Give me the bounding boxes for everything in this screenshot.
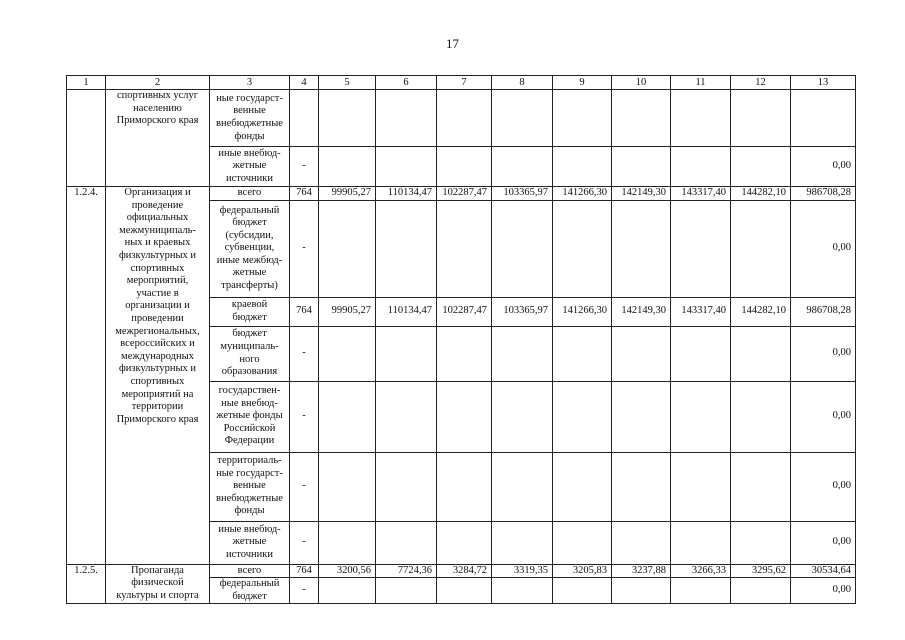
total-cell (791, 90, 856, 147)
agency-code: 764 (290, 564, 319, 578)
value-cell (671, 200, 731, 297)
value-cell (671, 381, 731, 452)
value-cell: 110134,47 (376, 187, 437, 201)
value-cell (437, 90, 492, 147)
value-cell (612, 578, 671, 604)
agency-code: 764 (290, 297, 319, 326)
value-cell (731, 200, 791, 297)
value-cell (376, 381, 437, 452)
value-cell (553, 326, 612, 381)
value-cell (376, 326, 437, 381)
value-cell (492, 90, 553, 147)
funding-source: ные государст- венные внебюджетные фонды (210, 90, 290, 147)
value-cell: 141266,30 (553, 187, 612, 201)
value-cell: 143317,40 (671, 187, 731, 201)
column-number: 4 (290, 76, 319, 90)
value-cell (492, 147, 553, 187)
funding-source: государствен- ные внебюд- жетные фонды Российской Федерации (210, 381, 290, 452)
value-cell: 141266,30 (553, 297, 612, 326)
value-cell: 103365,97 (492, 297, 553, 326)
funding-source: иные внебюд- жетные источники (210, 521, 290, 564)
value-cell (319, 381, 376, 452)
agency-code: - (290, 326, 319, 381)
column-number: 3 (210, 76, 290, 90)
value-cell (437, 521, 492, 564)
value-cell (437, 200, 492, 297)
column-number: 7 (437, 76, 492, 90)
value-cell: 3295,62 (731, 564, 791, 578)
value-cell (731, 578, 791, 604)
value-cell (437, 381, 492, 452)
activity-description: спортивных услуг населению Приморского края (106, 90, 210, 187)
agency-code: - (290, 521, 319, 564)
value-cell: 7724,36 (376, 564, 437, 578)
column-number: 10 (612, 76, 671, 90)
value-cell (437, 326, 492, 381)
agency-code: - (290, 578, 319, 604)
value-cell (376, 147, 437, 187)
value-cell (612, 381, 671, 452)
table-row (67, 564, 856, 578)
column-number: 5 (319, 76, 376, 90)
value-cell (553, 200, 612, 297)
value-cell (437, 578, 492, 604)
value-cell (671, 452, 731, 521)
total-cell: 0,00 (791, 452, 856, 521)
activity-description: Пропаганда физической культуры и спорта (106, 564, 210, 604)
value-cell: 142149,30 (612, 297, 671, 326)
total-cell: 0,00 (791, 200, 856, 297)
funding-source: территориаль- ные государст- венные внебюджетные фонды (210, 452, 290, 521)
value-cell (731, 326, 791, 381)
value-cell: 143317,40 (671, 297, 731, 326)
value-cell: 3200,56 (319, 564, 376, 578)
value-cell (671, 90, 731, 147)
value-cell: 102287,47 (437, 297, 492, 326)
value-cell: 110134,47 (376, 297, 437, 326)
activity-description: Организация и проведение официальных межмуниципаль- ных и краевых физкультурных и спортивных мероприятий, участие в организации и проведении межрегиональных, всероссийских и международных физкультурных и спортивных мероприятий на территории Приморского края (106, 187, 210, 565)
value-cell (671, 326, 731, 381)
funding-source: бюджет муниципаль- ного образования (210, 326, 290, 381)
table-row (67, 187, 856, 201)
value-cell: 3284,72 (437, 564, 492, 578)
value-cell: 102287,47 (437, 187, 492, 201)
agency-code: - (290, 381, 319, 452)
value-cell (612, 326, 671, 381)
value-cell (319, 326, 376, 381)
value-cell (319, 147, 376, 187)
column-number: 6 (376, 76, 437, 90)
value-cell (553, 90, 612, 147)
agency-code: 764 (290, 187, 319, 201)
value-cell (376, 578, 437, 604)
value-cell (376, 90, 437, 147)
total-cell: 986708,28 (791, 187, 856, 201)
value-cell (731, 90, 791, 147)
header-row (67, 76, 856, 90)
value-cell: 144282,10 (731, 297, 791, 326)
value-cell: 103365,97 (492, 187, 553, 201)
value-cell (612, 147, 671, 187)
column-number: 1 (67, 76, 106, 90)
total-cell: 986708,28 (791, 297, 856, 326)
value-cell (492, 381, 553, 452)
value-cell (553, 147, 612, 187)
value-cell (319, 200, 376, 297)
funding-source: всего (210, 187, 290, 201)
value-cell (612, 521, 671, 564)
value-cell: 99905,27 (319, 187, 376, 201)
value-cell (376, 200, 437, 297)
value-cell (731, 521, 791, 564)
value-cell (492, 521, 553, 564)
funding-source: федеральный бюджет (210, 578, 290, 604)
value-cell (376, 452, 437, 521)
value-cell (319, 521, 376, 564)
value-cell (671, 578, 731, 604)
page-number: 17 (446, 36, 459, 51)
value-cell (492, 200, 553, 297)
value-cell (612, 200, 671, 297)
total-cell: 0,00 (791, 381, 856, 452)
total-cell: 0,00 (791, 326, 856, 381)
row-code: 1.2.4. (67, 187, 106, 565)
agency-code: - (290, 200, 319, 297)
agency-code: - (290, 452, 319, 521)
column-number: 8 (492, 76, 553, 90)
value-cell (319, 578, 376, 604)
row-code (67, 90, 106, 187)
value-cell: 3237,88 (612, 564, 671, 578)
total-cell: 0,00 (791, 578, 856, 604)
agency-code: - (290, 147, 319, 187)
value-cell (731, 452, 791, 521)
funding-source: краевой бюджет (210, 297, 290, 326)
column-number: 11 (671, 76, 731, 90)
budget-table (66, 75, 856, 604)
value-cell (553, 452, 612, 521)
column-number: 2 (106, 76, 210, 90)
value-cell (612, 90, 671, 147)
value-cell (492, 452, 553, 521)
column-number: 9 (553, 76, 612, 90)
value-cell (612, 452, 671, 521)
value-cell (492, 326, 553, 381)
value-cell (492, 578, 553, 604)
value-cell: 3205,83 (553, 564, 612, 578)
value-cell (731, 147, 791, 187)
value-cell: 142149,30 (612, 187, 671, 201)
value-cell: 3266,33 (671, 564, 731, 578)
value-cell (376, 521, 437, 564)
value-cell (553, 578, 612, 604)
value-cell: 144282,10 (731, 187, 791, 201)
table-row (67, 90, 856, 147)
value-cell: 99905,27 (319, 297, 376, 326)
value-cell (319, 452, 376, 521)
funding-source: иные внебюд- жетные источники (210, 147, 290, 187)
value-cell (437, 147, 492, 187)
value-cell (319, 90, 376, 147)
funding-source: федеральный бюджет (субсидии, субвенции, иные межбюд- жетные трансферты) (210, 200, 290, 297)
value-cell (553, 381, 612, 452)
value-cell: 3319,35 (492, 564, 553, 578)
total-cell: 0,00 (791, 521, 856, 564)
value-cell (671, 521, 731, 564)
agency-code (290, 90, 319, 147)
column-number: 12 (731, 76, 791, 90)
funding-source: всего (210, 564, 290, 578)
value-cell (437, 452, 492, 521)
total-cell: 30534,64 (791, 564, 856, 578)
column-number: 13 (791, 76, 856, 90)
row-code: 1.2.5. (67, 564, 106, 604)
value-cell (671, 147, 731, 187)
total-cell: 0,00 (791, 147, 856, 187)
value-cell (731, 381, 791, 452)
value-cell (553, 521, 612, 564)
